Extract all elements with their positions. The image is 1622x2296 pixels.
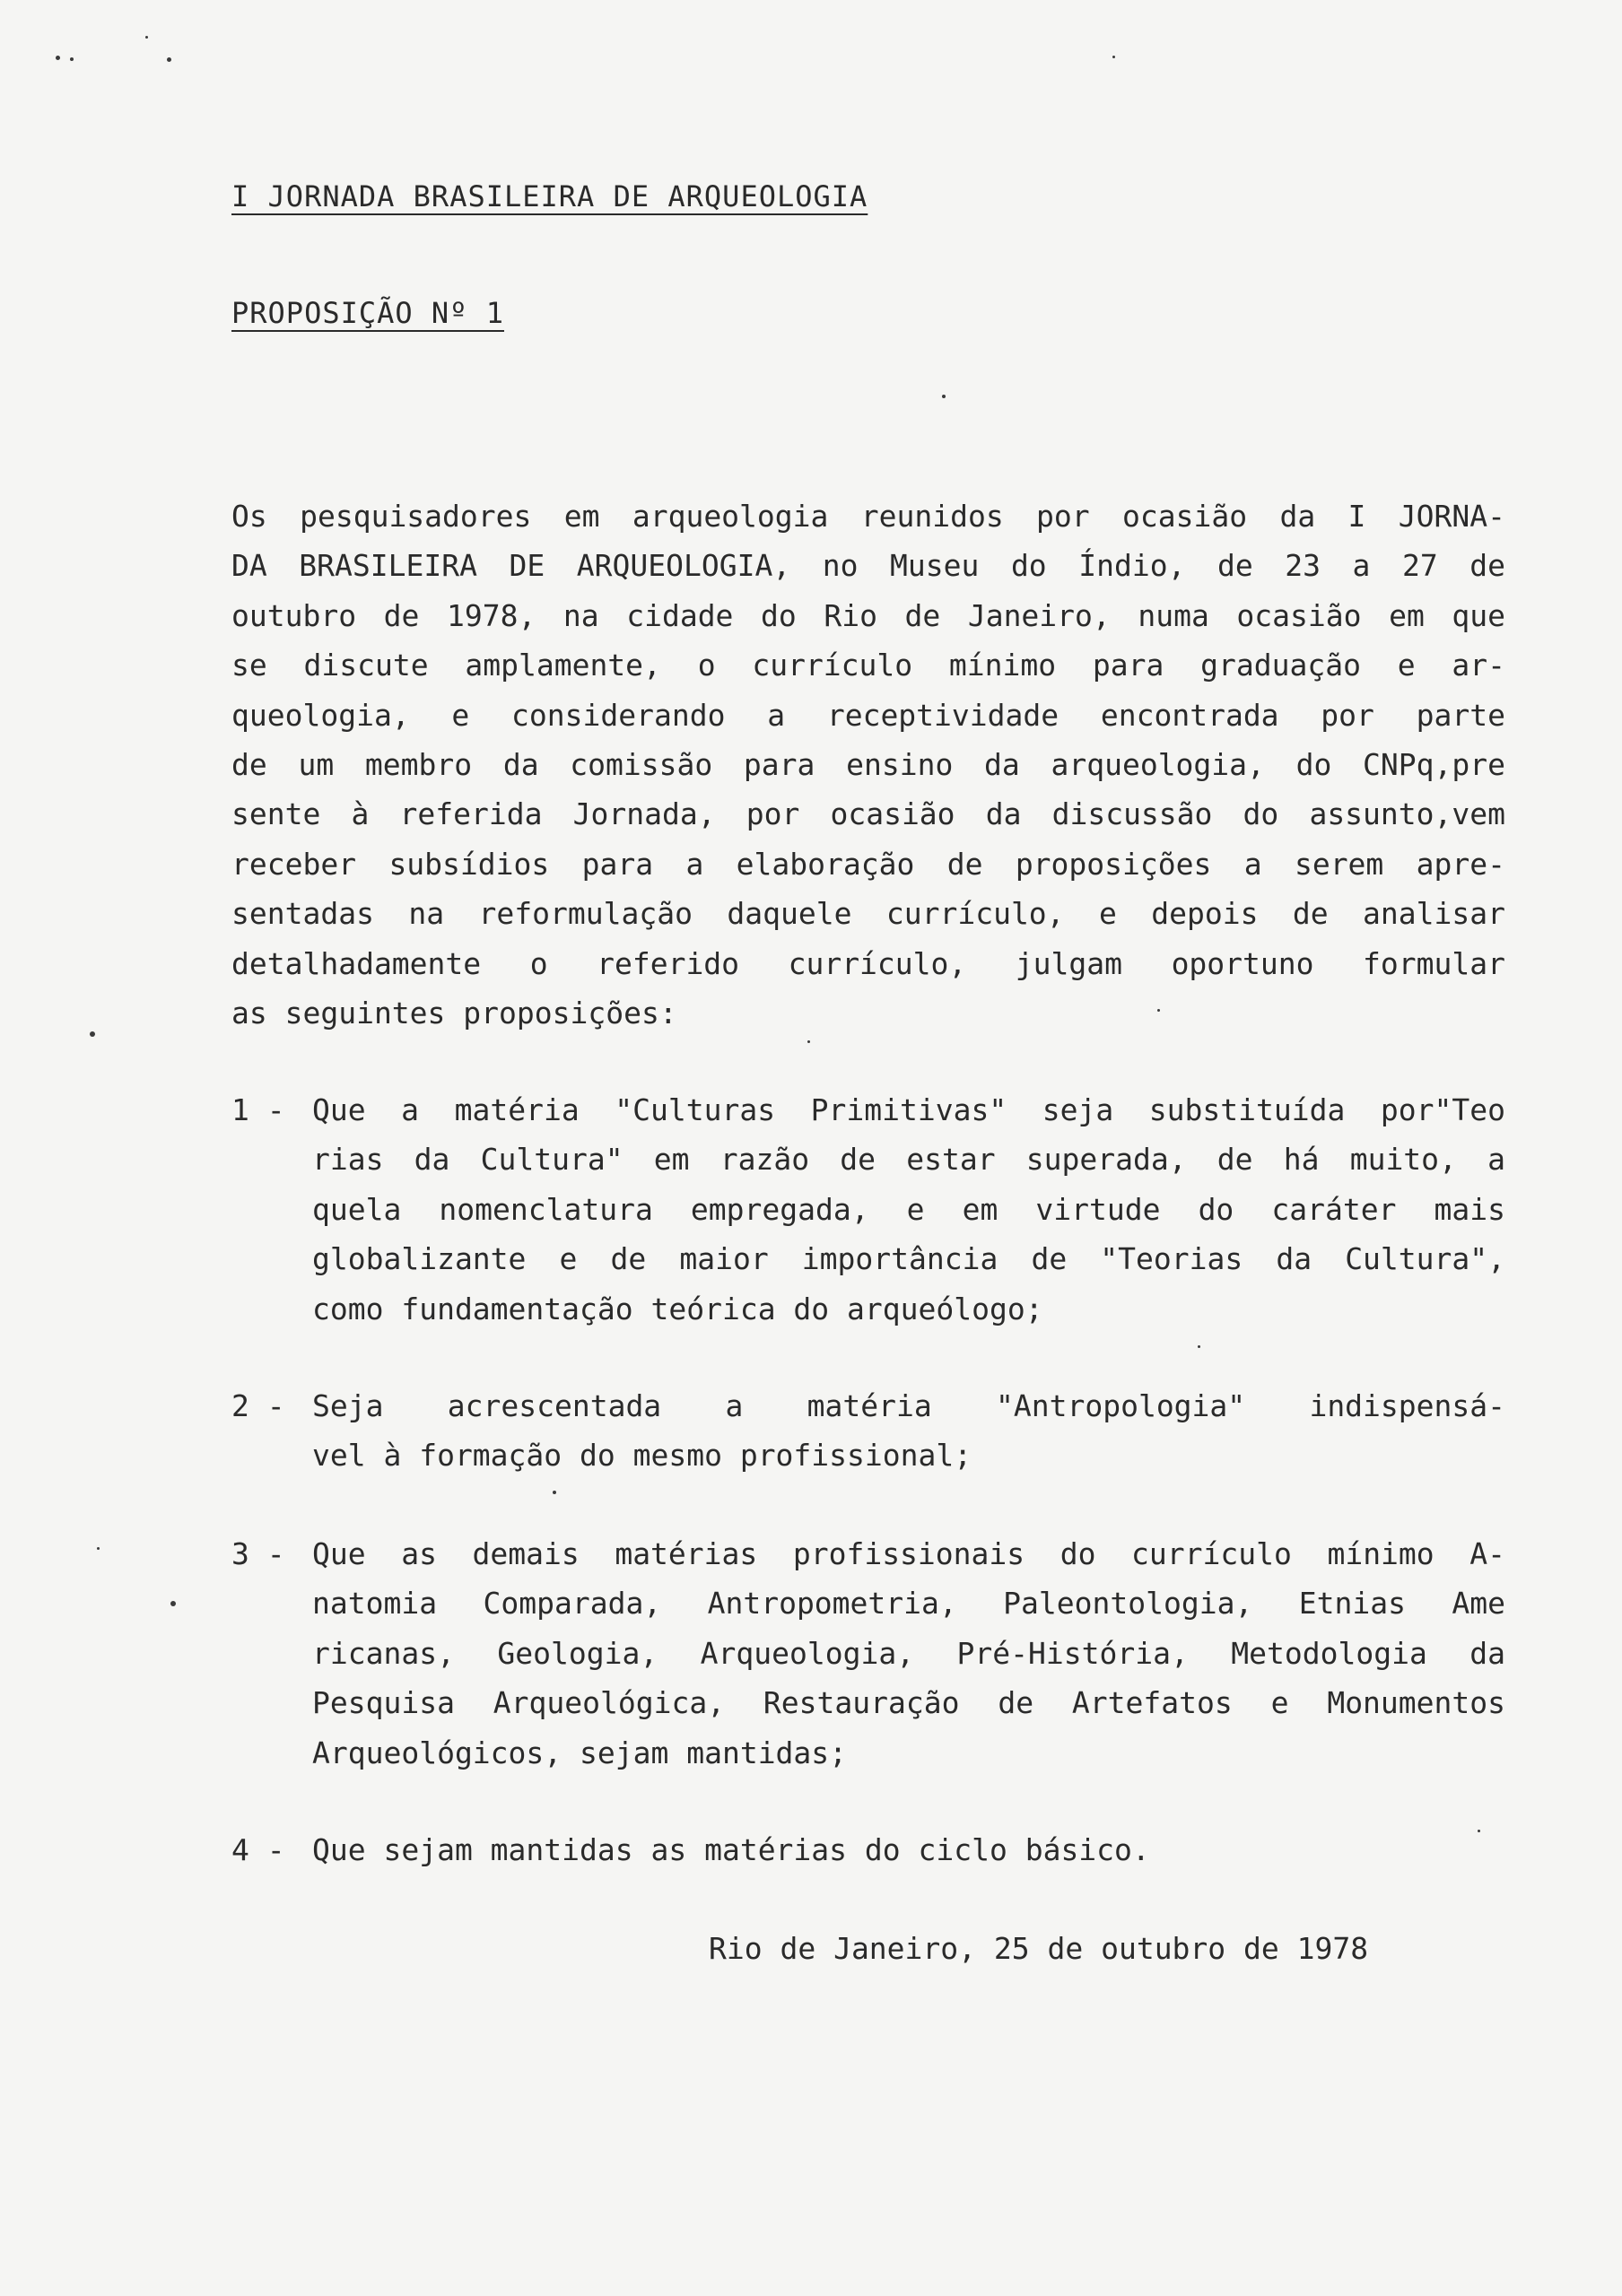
proposition-heading: PROPOSIÇÃO Nº 1 [231,296,504,330]
proposal-line: Pesquisa Arqueológica, Restauração de Artefatos e Monumentos [312,1685,1505,1721]
proposal-line: Que as demais matérias profissionais do currículo mínimo A- [312,1536,1505,1571]
proposal-line: Que sejam mantidas as matérias do ciclo básico. [312,1832,1150,1867]
proposal-line: natomia Comparada, Antropometria, Paleontologia, Etnias Ame [312,1586,1505,1622]
proposal-line: Arqueológicos, sejam mantidas; [312,1735,848,1770]
proposal-text [312,1825,1505,1874]
scan-speck [942,395,946,398]
intro-line: receber subsídios para a elaboração de proposições a serem apre- [231,846,1505,882]
proposal-line: vel à formação do mesmo profissional; [312,1438,972,1474]
scan-speck [97,1547,100,1550]
scan-speck [170,1601,176,1606]
scan-speck [1157,1009,1160,1012]
proposal-line: Seja acrescentada a matéria "Antropologia" indispensá- [312,1388,1505,1423]
document-title: I JORNADA BRASILEIRA DE ARQUEOLOGIA [231,179,868,213]
scan-speck [90,1031,95,1037]
intro-line: detalhadamente o referido currículo, julgam oportuno formular [231,945,1505,981]
proposal-number: 1 - [231,1092,285,1127]
scan-speck [1198,1345,1200,1348]
intro-line: sentadas na reformulação daquele currículo, e depois de analisar [231,896,1505,932]
proposal-text [312,1381,1505,1481]
proposal-line: ricanas, Geologia, Arqueologia, Pré-História, Metodologia da [312,1635,1505,1671]
proposal-line: Que a matéria "Culturas Primitivas" seja substituída por"Teo [312,1092,1505,1127]
intro-line: se discute amplamente, o currículo mínimo para graduação e ar- [231,648,1505,683]
intro-line: outubro de 1978, na cidade do Rio de Janeiro, numa ocasião em que [231,597,1505,633]
proposal-number: 3 - [231,1536,285,1571]
scan-speck [167,57,171,62]
intro-line: sente à referida Jornada, por ocasião da discussão do assunto,vem [231,796,1505,832]
scan-speck [1112,56,1115,58]
scan-speck [553,1491,556,1494]
scan-speck [1478,1830,1480,1832]
intro-line: queologia, e considerando a receptividade encontrada por parte [231,697,1505,733]
scan-speck [56,56,60,60]
intro-line: as seguintes proposições: [231,995,677,1031]
proposal-text [312,1085,1505,1334]
scan-speck [70,57,74,61]
scan-speck [807,1040,810,1043]
scan-speck [145,36,148,39]
proposal-number: 4 - [231,1832,285,1867]
proposal-line: rias da Cultura" em razão de estar superada, de há muito, a [312,1142,1505,1178]
proposal-line: globalizante e de maior importância de "Teorias da Cultura", [312,1241,1505,1277]
intro-paragraph [231,491,1505,1038]
proposal-line: quela nomenclatura empregada, e em virtude do caráter mais [312,1191,1505,1227]
intro-line: Os pesquisadores em arqueologia reunidos por ocasião da I JORNA- [231,499,1505,534]
proposal-number: 2 - [231,1388,285,1423]
proposal-line: como fundamentação teórica do arqueólogo; [312,1291,1043,1326]
intro-line: de um membro da comissão para ensino da arqueologia, do CNPq,pre [231,746,1505,782]
place-and-date: Rio de Janeiro, 25 de outubro de 1978 [709,1931,1369,1966]
intro-line: DA BRASILEIRA DE ARQUEOLOGIA, no Museu do Índio, de 23 a 27 de [231,548,1505,584]
proposal-text [312,1529,1505,1778]
